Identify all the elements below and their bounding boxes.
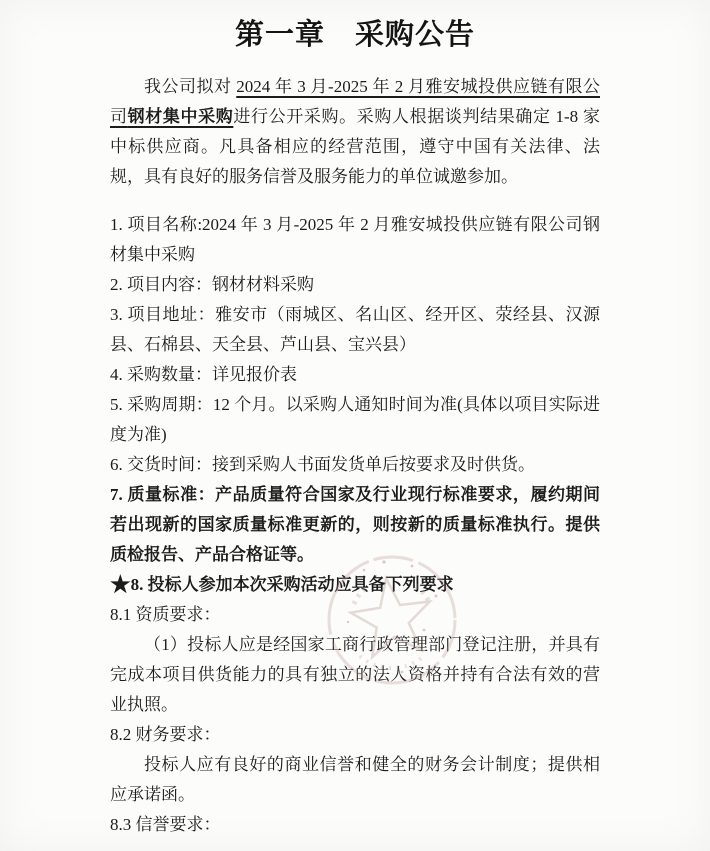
item-purchase-quantity: 4. 采购数量：详见报价表	[110, 365, 297, 384]
item-project-name: 1. 项目名称:2024 年 3 月-2025 年 2 月雅安城投供应链有限公司钢材集中采购	[110, 215, 600, 264]
paragraph-gap	[110, 192, 600, 210]
finance-requirements-label: 8.2 财务要求：	[110, 725, 221, 744]
intro-rest: 进行公开采购。采购人根据谈判结果确定 1-8 家中标供应商。凡具备相应的经营范围，遵守中国有关法律、法规，具有良好的服务信誉及服务能力的单位诚邀参加。	[110, 107, 601, 186]
intro-project-name: 钢材集中采购	[127, 107, 234, 126]
star-icon: ★	[110, 572, 131, 597]
qualification-requirements-text: （1）投标人应是经国家工商行政管理部门登记注册，并具有完成本项目供货能力的具有独立的法人资格并持有合法有效的营业执照。	[110, 635, 600, 714]
credit-requirements-label: 8.3 信誉要求：	[110, 815, 221, 834]
document-title: 第一章 采购公告	[234, 19, 475, 51]
qualification-requirements-label: 8.1 资质要求：	[110, 605, 221, 624]
intro-paragraph	[110, 72, 600, 192]
bidder-requirements-heading-text: 8. 投标人参加本次采购活动应具备下列要求	[130, 575, 454, 594]
intro-project-period: 2024 年 3 月-2025 年 2 月雅安城投供应链有限公司	[110, 77, 601, 126]
item-purchase-cycle: 5. 采购周期：12 个月。以采购人通知时间为准(具体以项目实际进度为准)	[110, 395, 600, 444]
item-project-address: 3. 项目地址：雅安市（雨城区、名山区、经开区、荥经县、汉源县、石棉县、天全县、芦山县、宝兴县）	[110, 305, 600, 354]
item-bidder-requirements-heading	[110, 570, 600, 600]
item-delivery-time: 6. 交货时间：接到采购人书面发货单后按要求及时供货。	[110, 455, 535, 474]
item-project-content: 2. 项目内容：钢材材料采购	[110, 275, 314, 294]
document-body	[110, 72, 600, 840]
intro-lead: 我公司拟对	[144, 77, 237, 96]
finance-requirements-text: 投标人应有良好的商业信誉和健全的财务会计制度；提供相应承诺函。	[110, 755, 600, 804]
item-quality-standard: 7. 质量标准：产品质量符合国家及行业现行标准要求，履约期间若出现新的国家质量标准更新的，则按新的质量标准执行。提供质检报告、产品合格证等。	[110, 485, 600, 564]
